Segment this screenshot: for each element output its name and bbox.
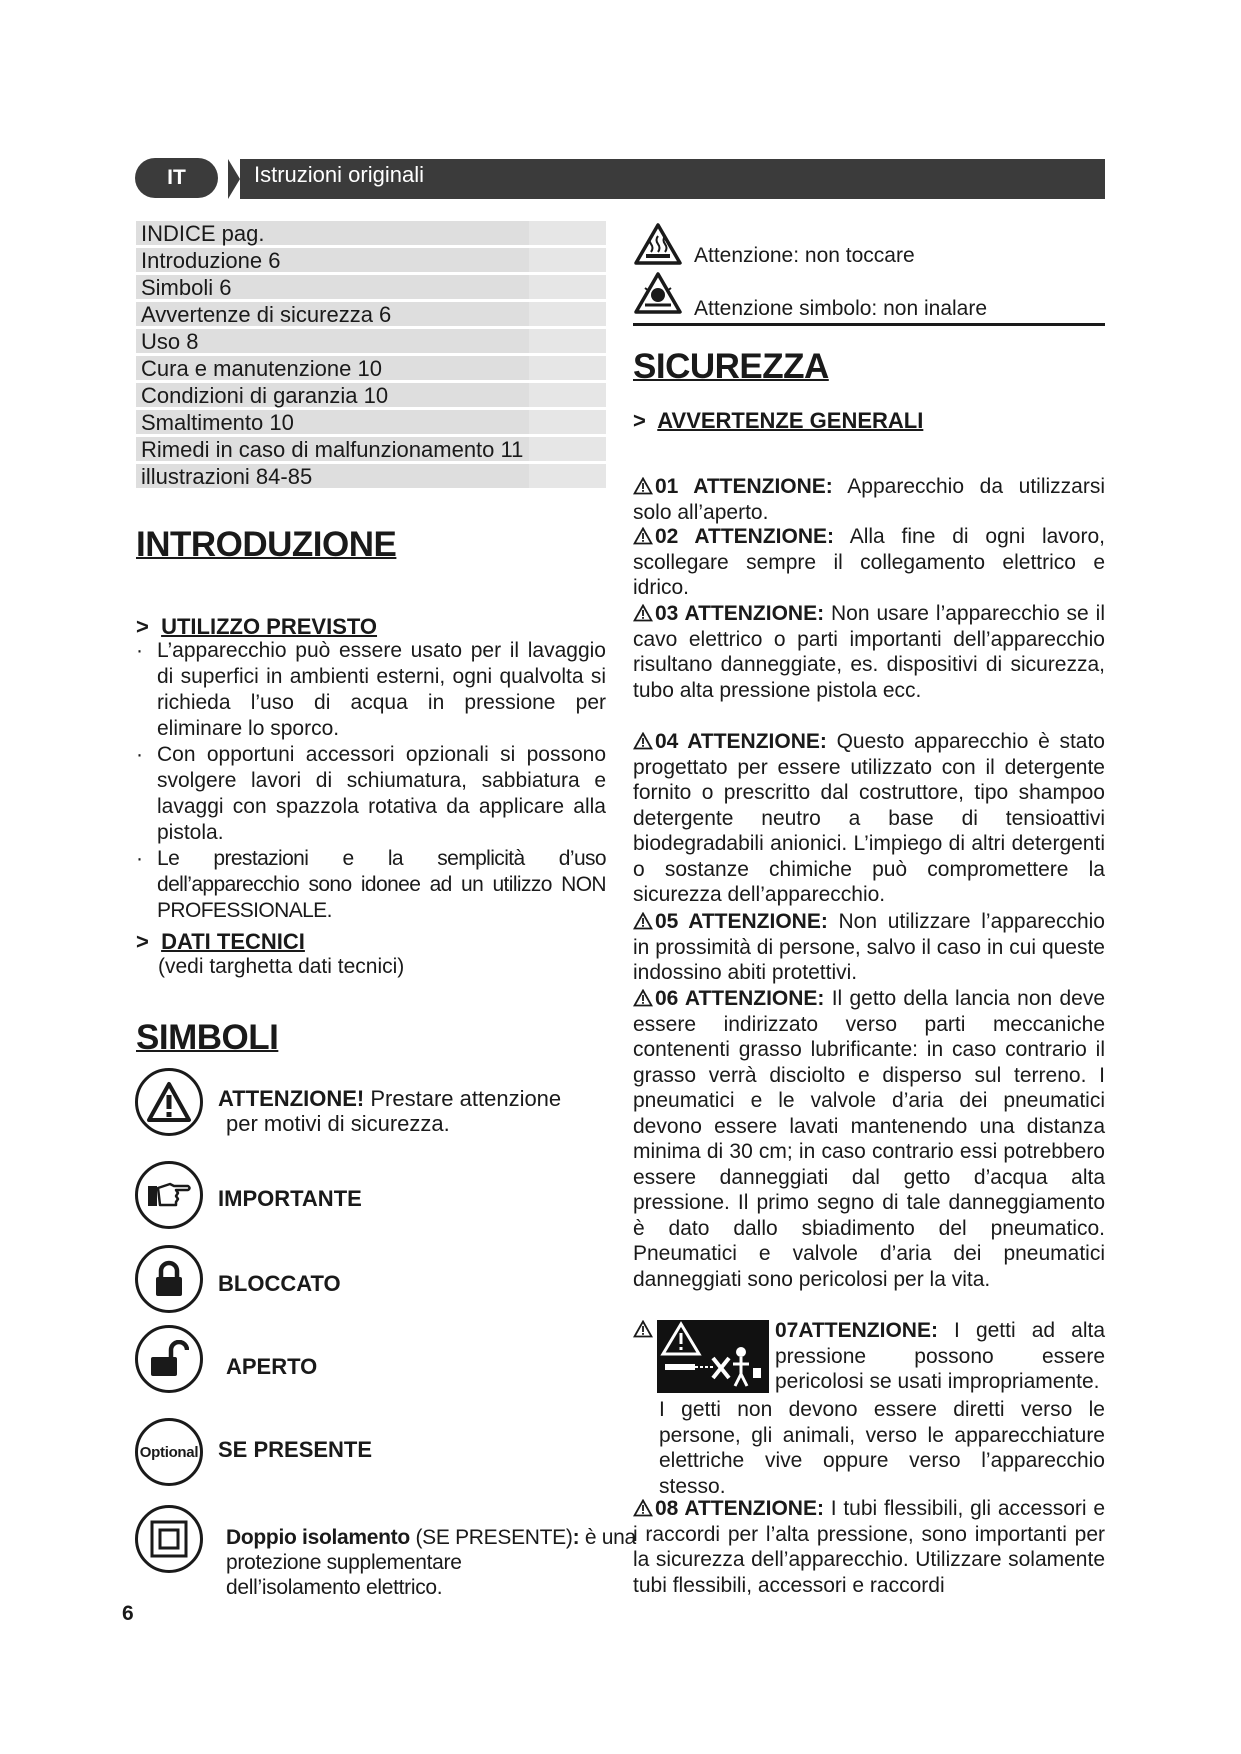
tech-data-note: (vedi targhetta dati tecnici) [158,955,405,978]
index-row: Avvertenze di sicurezza 6 [136,302,606,326]
important-label: IMPORTANTE [218,1186,362,1211]
warning-04: 04 ATTENZIONE: Questo apparecchio è stato progettato per essere utilizzato con il detergente fornito o prescritto dal costruttore, tipo shampoo detergente neutro a base di tensioattivi biodegradabili anionici. L’impiego di altri detergenti o sostanze chimiche può compromettere la sicurezza dell’apparecchio. [633,730,1105,906]
pointing-hand-icon [135,1161,203,1229]
warning-icon [633,477,653,495]
no-inhale-label: Attenzione simbolo: non inalare [694,297,988,320]
warning-01: 01 ATTENZIONE: Apparecchio da utilizzarsi solo all’aperto. [633,475,1105,524]
safety-title: SICUREZZA [633,347,829,386]
no-touch-label: Attenzione: non toccare [694,244,915,267]
header-notch [228,159,240,199]
double-insulation-label: Doppio isolamento (SE PRESENTE): è una [226,1526,636,1549]
intro-title: INTRODUZIONE [136,525,397,564]
double-insulation-icon [135,1505,203,1573]
warning-icon [633,912,653,930]
lock-icon [135,1245,203,1313]
warning-icon [633,527,653,545]
warning-03: 03 ATTENZIONE: Non usare l’apparecchio se il cavo elettrico o parti importanti dell’apparecchio risultano danneggiate, es. dispositivi di sicurezza, tubo alta pressione pistola ecc. [633,602,1105,702]
index-row: INDICE pag. [136,221,606,245]
list-item: · Con opportuni accessori opzionali si possono svolgere lavori di schiumatura, sabbiatura e lavaggi con spazzola rotativa da applicare alla pistola. [136,742,606,846]
warning-icon [633,732,653,750]
unlock-icon [135,1325,203,1393]
warning-07-detail: I getti non devono essere diretti verso le persone, gli animali, verso le apparecchiature elettriche vive oppure verso l’apparecchio stesso. [659,1398,1105,1498]
double-insulation-line2: protezione supplementare [226,1551,462,1574]
index-row: illustrazioni 84-85 [136,464,606,488]
index-row: Condizioni di garanzia 10 [136,383,606,407]
attention-label: ATTENZIONE! Prestare attenzione [218,1086,562,1111]
list-item: · L’apparecchio può essere usato per il lavaggio di superfici in ambienti esterni, ogni qualvolta si richieda l’uso di acqua in pressione per eliminare lo sporco. [136,638,606,742]
warning-icon [633,604,653,622]
warning-icon [633,989,653,1007]
double-insulation-line3: dell’isolamento elettrico. [226,1576,443,1599]
warning-icon [633,1320,653,1343]
warning-05: 05 ATTENZIONE: Non utilizzare l’apparecchio in prossimità di persone, salvo il caso in cui queste indossino abiti protettivi. [633,910,1105,984]
intended-use-list [136,638,606,924]
index-row: Rimedi in caso di malfunzionamento 11 [136,437,606,461]
index-table [136,221,606,491]
index-row: Cura e manutenzione 10 [136,356,606,380]
warning-icon [633,1499,653,1517]
index-row: Smaltimento 10 [136,410,606,434]
divider [633,323,1105,326]
high-pressure-jet-pictogram-icon [657,1320,769,1393]
symbols-title: SIMBOLI [136,1018,279,1057]
attention-label-line2: per motivi di sicurezza. [226,1111,450,1136]
locked-label: BLOCCATO [218,1271,341,1296]
list-item: · Le prestazioni e la semplicità d’uso dell’apparecchio sono idonee ad un utilizzo NON PROFESSIONALE. [136,846,606,924]
warning-02: 02 ATTENZIONE: Alla fine di ogni lavoro, scollegare sempre il collegamento elettrico e idrico. [633,525,1105,599]
intended-use-heading: > UTILIZZO PREVISTO [136,614,378,639]
header-title: Istruzioni originali [254,162,424,187]
index-row: Simboli 6 [136,275,606,299]
warning-06: 06 ATTENZIONE: Il getto della lancia non deve essere indirizzato verso parti meccaniche contenenti grasso lubrificante: in caso contrario il grasso verrà disciolto e disperso sul terreno. I pneumatici e le valvole d’aria dei pneumatici devono essere lavati mantenendo una distanza minima di 30 cm; in caso contrario essi potrebbero essere danneggiati dal getto d’acqua alta pressione. Il primo segno di tale danneggiamento è dato dallo sbiadimento del pneumatico. Pneumatici e valvole d’aria dei pneumatici danneggiati sono pericolosi per la vita. [633,987,1105,1291]
general-warnings-heading: > AVVERTENZE GENERALI [633,408,924,433]
index-row: Uso 8 [136,329,606,353]
index-row: Introduzione 6 [136,248,606,272]
optional-label: SE PRESENTE [218,1437,373,1462]
warning-symbol-icon [135,1068,203,1136]
language-badge: IT [135,158,218,198]
optional-icon: Optional [135,1418,203,1486]
warning-08: 08 ATTENZIONE: I tubi flessibili, gli accessori e i raccordi per l’alta pressione, sono importanti per la sicurezza dell’apparecchio. Utilizzare solamente tubi flessibili, accessori e raccordi [633,1497,1106,1597]
hot-surface-icon [633,222,683,271]
warning-07: 07ATTENZIONE: I getti ad alta pressione possono essere pericolosi se usati impropriamente. [775,1319,1105,1393]
no-inhale-icon [633,271,683,320]
page-number: 6 [122,1602,134,1625]
open-label: APERTO [226,1354,318,1379]
tech-data-heading: > DATI TECNICI [136,929,305,954]
